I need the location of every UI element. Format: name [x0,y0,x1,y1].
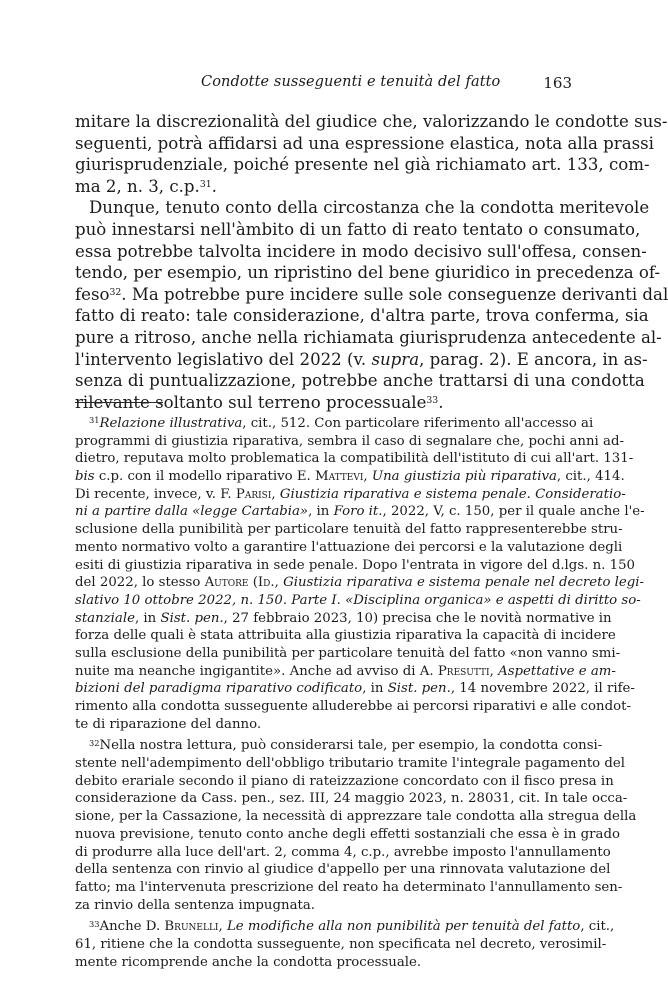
author-name: Presutti [437,663,490,679]
author-name: Id. [257,575,275,591]
italic-term: slativo 10 ottobre 2022, n. 150. Parte I. «Disciplina organica» e aspetti di diritto so- [75,592,641,608]
footnote-line: nuova previsione, tenuto conto anche degli effetti sostanziali che essa è in grado [75,826,620,842]
italic-term: Una giustizia più riparativa [371,469,557,485]
body-line: seguenti, potrà affidarsi ad una espressione elastica, nota alla prassi [75,133,654,153]
footnote-mark-33: 33 [89,918,100,929]
footnote-line: te di riparazione del danno. [75,716,262,732]
footnote-line: sclusione della punibilità per particolare tenuità del fatto rappresenterebbe stru- [75,522,623,538]
footnote-line [75,503,645,521]
body-line: fatto di reato: tale considerazione, d'altra parte, trova conferma, sia [75,306,649,326]
body-line-text: , parag. 2). E ancora, in as- [419,349,648,369]
footnote-line: forza delle quali è stata attribuita alla giustizia riparativa la capacità di incidere [75,628,616,644]
body-line: senza di puntualizzazione, potrebbe anche trattarsi di una condotta [75,371,645,391]
body-line-text: feso [75,284,110,304]
author-name: Brunelli [164,919,219,935]
italic-term: Sist. pen. [160,610,224,626]
body-line: può innestarsi nell'àmbito di un fatto di reato tentato o consumato, [75,219,641,239]
footnote-text: , [218,919,227,935]
page-number: 163 [543,74,572,92]
footnote-line [75,663,616,681]
body-line: essa potrebbe talvolta incidere in modo decisivo sull'offesa, consen- [75,241,647,261]
body-line [75,284,668,306]
body-line-text: . Ma potrebbe pure incidere sulle sole conseguenze derivanti dal [121,284,668,304]
footnote-text: Nella nostra lettura, può considerarsi tale, per esempio, la condotta consi- [99,738,603,754]
footnote-text: , cit., [580,919,615,935]
body-line: giurisprudenziale, poiché presente nel già richiamato art. 133, com- [75,155,650,175]
note-ref-33[interactable]: 33 [426,394,439,406]
footnote-text: , cit., 512. Con particolare riferimento all'accesso ai [242,416,594,431]
body-line-text: rilevante soltanto sul terreno processuale [75,392,427,412]
footnotes [75,415,645,971]
footnote-text: Di recente, invece, v. F. [75,486,236,502]
footnote-line: esiti di giustizia riparativa in sede penale. Dopo l'entrata in vigore del d.lgs. n. 150 [75,557,635,573]
footnote-line [75,737,603,755]
footnote-mark-31: 31 [89,415,100,426]
author-name: Parisi [235,486,272,502]
footnote-line [75,415,594,433]
footnote-text: ( [248,575,258,591]
body-line: Dunque, tenuto conto della circostanza che la condotta meritevole [89,198,650,218]
italic-term: Giustizia riparativa e sistema penale nel decreto legi- [283,575,645,591]
body-line-text: l'intervento legislativo del 2022 (v. [75,349,372,369]
footnote-line [75,486,626,504]
footnote-line [75,468,625,486]
italic-term: bis [75,469,95,485]
note-ref-31[interactable]: 31 [199,178,212,190]
footnote-text: , 14 novembre 2022, il rife- [450,681,635,697]
footnote-text: , [363,469,372,485]
footnote-text: , 2022, V, c. 150, per il quale anche l'e- [382,504,645,520]
footnote-line [75,592,641,610]
body-text [75,111,668,413]
footnote-line: sione, per la Cassazione, la necessità di apprezzare tale condotta alla stregua della [75,809,637,825]
footnote-text: c.p. con il modello riparativo E. [94,469,315,485]
footnote-text: del 2022, lo stesso [75,575,205,591]
footnote-line: considerazione da Cass. pen., sez. III, 24 maggio 2023, n. 28031, cit. In tale occa- [75,791,628,807]
footnote-line: fatto; ma l'intervenuta prescrizione del reato ha determinato l'annullamento sen- [75,879,623,895]
footnote-line: stente nell'adempimento dell'obbligo tributario tramite l'integrale pagamento del [75,756,626,772]
italic-term: bizioni del paradigma riparativo codificato [75,681,363,697]
footnote-line: programmi di giustizia riparativa, sembra il caso di segnalare che, pochi anni ad- [75,433,624,449]
body-line-text: ma 2, n. 3, c.p. [75,176,200,196]
body-line: pure a ritroso, anche nella richiamata giurisprudenza antecedente al- [75,327,662,347]
footnote-text: Anche D. [99,919,165,935]
footnote-text: , in [362,681,388,697]
footnote-line: della sentenza con rinvio al giudice d'appello per una rinnovata valutazione del [75,862,611,878]
footnote-text: , 27 febbraio 2023, 10) precisa che le novità normative in [223,610,612,626]
italic-term: Relazione illustrativa [99,416,243,431]
body-line: ma 2, n. 3, c.p.$^{31}$. [75,176,217,196]
body-line [75,349,648,371]
footnote-text: , in [308,504,334,520]
footnote-line [75,610,612,628]
italic-term: ni a partire dalla «legge Cartabia» [75,504,309,520]
running-head: Condotte susseguenti e tenuità del fatto [201,74,501,90]
footnote-line: sulla esclusione della punibilità per particolare tenuità del fatto «non vanno smi- [75,645,621,661]
footnote-text: , [271,486,280,502]
note-ref-32[interactable]: 32 [109,286,122,298]
italic-term: Giustizia riparativa e sistema penale. Consideratio- [279,486,626,502]
body-line: rilevante soltanto sul terreno processuale$^{33}$. [75,392,444,412]
author-name: Autore [204,575,249,591]
footnote-line: za rinvio della sentenza impugnata. [75,897,315,913]
footnote-line: mento normativo volto a garantire l'attuazione dei percorsi e la valutazione degli [75,539,623,555]
footnote-line [75,574,645,592]
italic-term: Aspettative e am- [498,663,616,679]
footnote-line: 61, ritiene che la condotta susseguente, non specificata nel decreto, verosimil- [75,936,607,952]
footnote-text: , in [134,610,161,626]
author-name: Mattevi [315,469,364,485]
footnote-line [75,918,615,936]
footnote-line: di produrre alla luce dell'art. 2, comma 4, c.p., avrebbe imposto l'annullamento [75,844,611,860]
footnote-mark-32: 32 [89,737,100,748]
footnote-text: , cit., 414. [556,469,625,485]
italic-term: Foro it. [333,504,383,520]
italic-term: stanziale [75,610,135,626]
footnote-text: , [274,575,284,591]
italic-term: Le modifiche alla non punibilità per tenuità del fatto [226,919,581,935]
footnote-text: nuite ma neanche ingigantite». Anche ad avviso di A. [75,663,438,679]
page-header [75,74,572,96]
body-line: mitare la discrezionalità del giudice che, valorizzando le condotte sus- [75,112,668,131]
footnote-line [75,680,635,698]
footnote-line: dietro, reputava molto problematica la compatibilità dell'istituto di cui all'art. 131- [75,451,634,467]
footnote-line: mente ricomprende anche la condotta processuale. [75,954,422,970]
footnote-separator [75,402,163,403]
footnote-text: , [489,663,499,679]
italic-term: supra [371,349,420,369]
footnote-line: debito erariale secondo il piano di rateizzazione concordato con il fisco presa in [75,773,614,789]
italic-term: Sist. pen. [387,681,451,697]
footnote-line: rimento alla condotta susseguente alluderebbe ai percorsi riparativi e alle condot- [75,699,631,714]
body-line: tendo, per esempio, un ripristino del bene giuridico in precedenza of- [75,263,661,283]
